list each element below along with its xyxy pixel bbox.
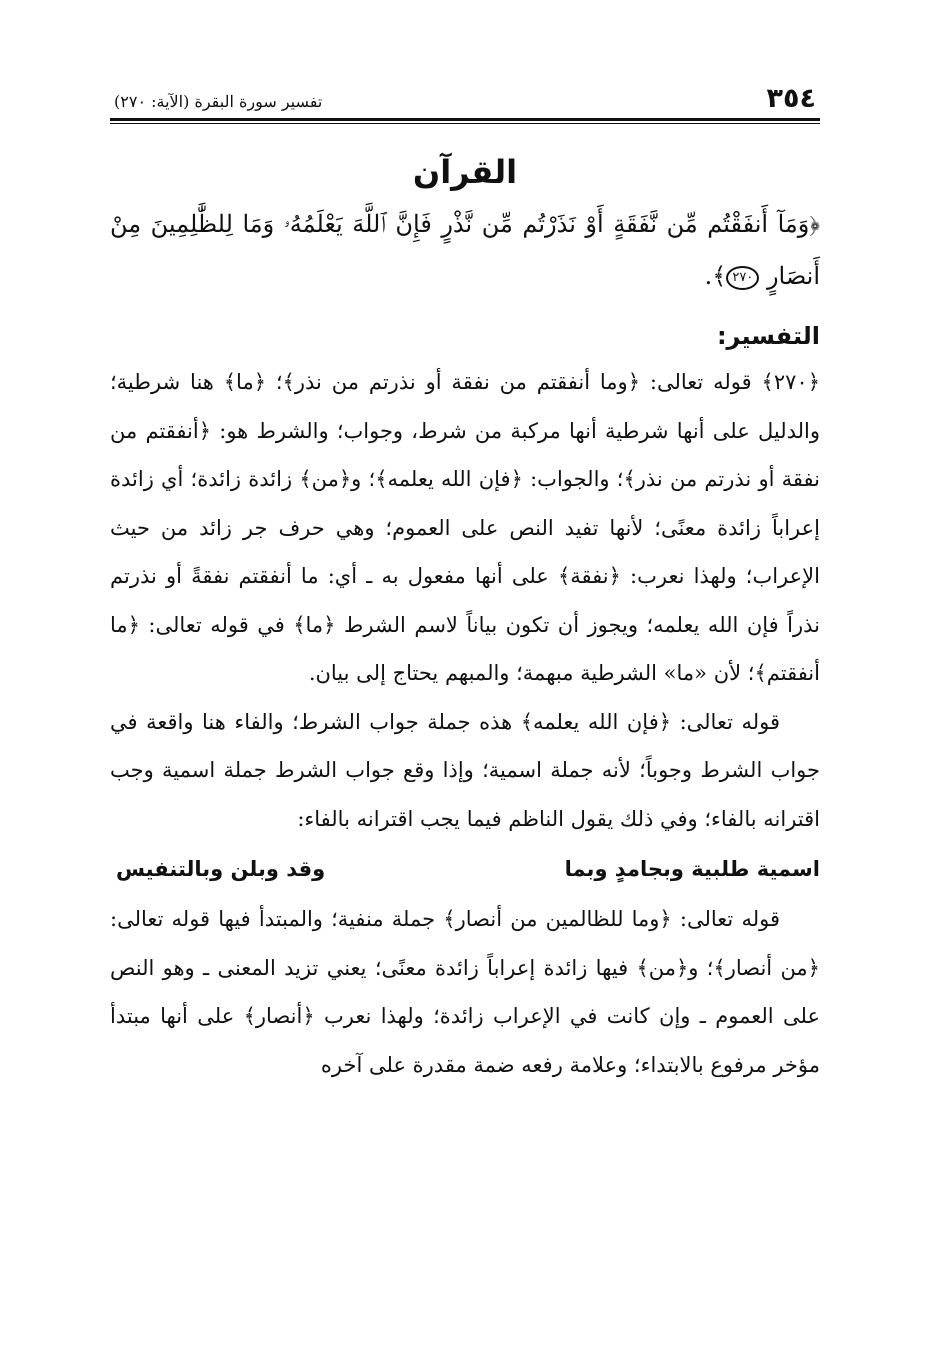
tafsir-paragraph-1: ﴿٢٧٠﴾ قوله تعالى: ﴿وما أنفقتم من نفقة أو نذرتم من نذر﴾؛ ﴿ما﴾ هنا شرطية؛ والدليل على أنها شرطية أنها مركبة من شرط، وجواب؛ والشرط هو: ﴿أنفقتم من نفقة أو نذرتم من نذر﴾؛ والجواب: ﴿فإن الله يعلمه﴾؛ و﴿من﴾ زائدة زائدة؛ أي زائدة إعراباً زائدة معنًى؛ لأنها تفيد النص على العموم؛ وهي حرف جر زائد من حيث الإعراب؛ ولهذا نعرب: ﴿نفقة﴾ على أنها مفعول به ـ أي: ما أنفقتم نفقةً أو نذرتم نذراً فإن الله يعلمه؛ ويجوز أن تكون بياناً لاسم الشرط ﴿ما﴾ في قوله تعالى: ﴿ما أنفقتم﴾؛ لأن «ما» الشرطية مبهمة؛ والمبهم يحتاج إلى بيان. (110, 370, 820, 685)
verse-hemistich-1: اسمية طلبية وبجامدٍ وبما (564, 857, 820, 881)
ayah-number-marker: ٢٧٠ (726, 266, 759, 290)
quran-heading: القرآن (412, 153, 518, 191)
running-title: تفسير سورة البقرة (الآية: ٢٧٠) (114, 92, 323, 111)
ayah-text (110, 198, 820, 302)
tafsir-paragraph-2: قوله تعالى: ﴿فإن الله يعلمه﴾ هذه جملة جواب الشرط؛ والفاء هنا واقعة في جواب الشرط وجوباً؛ لأنه جملة اسمية؛ وإذا وقع جواب الشرط جملة اسمية وجب اقترانه بالفاء؛ وفي ذلك يقول الناظم فيما يجب اقترانه بالفاء: (110, 709, 820, 831)
page-header (110, 74, 820, 116)
ayah-body: ﴿وَمَآ أَنفَقْتُم مِّن نَّفَقَةٍ أَوْ نَذَرْتُم مِّن نَّذْرٍ فَإِنَّ ٱللَّهَ يَعْلَمُهُۥ وَمَا لِلظَّٰلِمِينَ مِنْ أَنصَارٍ (110, 210, 820, 290)
header-rule-thick (110, 118, 820, 121)
tafsir-heading: التفسير: (716, 322, 820, 350)
poetry-verse (110, 843, 820, 895)
book-page (110, 74, 820, 1089)
header-rule-thin (110, 123, 820, 124)
tafsir-paragraph-3: قوله تعالى: ﴿وما للظالمين من أنصار﴾ جملة منفية؛ والمبتدأ فيها قوله تعالى: ﴿من أنصار﴾؛ و﴿من﴾ فيها زائدة إعراباً زائدة معنًى؛ يعني تزيد المعنى ـ وهو النص على العموم ـ وإن كانت في الإعراب زائدة؛ ولهذا نعرب ﴿أنصار﴾ على أنها مبتدأ مؤخر مرفوع بالابتداء؛ وعلامة رفعه ضمة مقدرة على آخره (110, 907, 820, 1077)
page-number: ٣٥٤ (766, 83, 816, 114)
verse-hemistich-2: وقد وبلن وبالتنفيس (116, 857, 326, 881)
ayah-close: ﴾. (704, 262, 727, 290)
